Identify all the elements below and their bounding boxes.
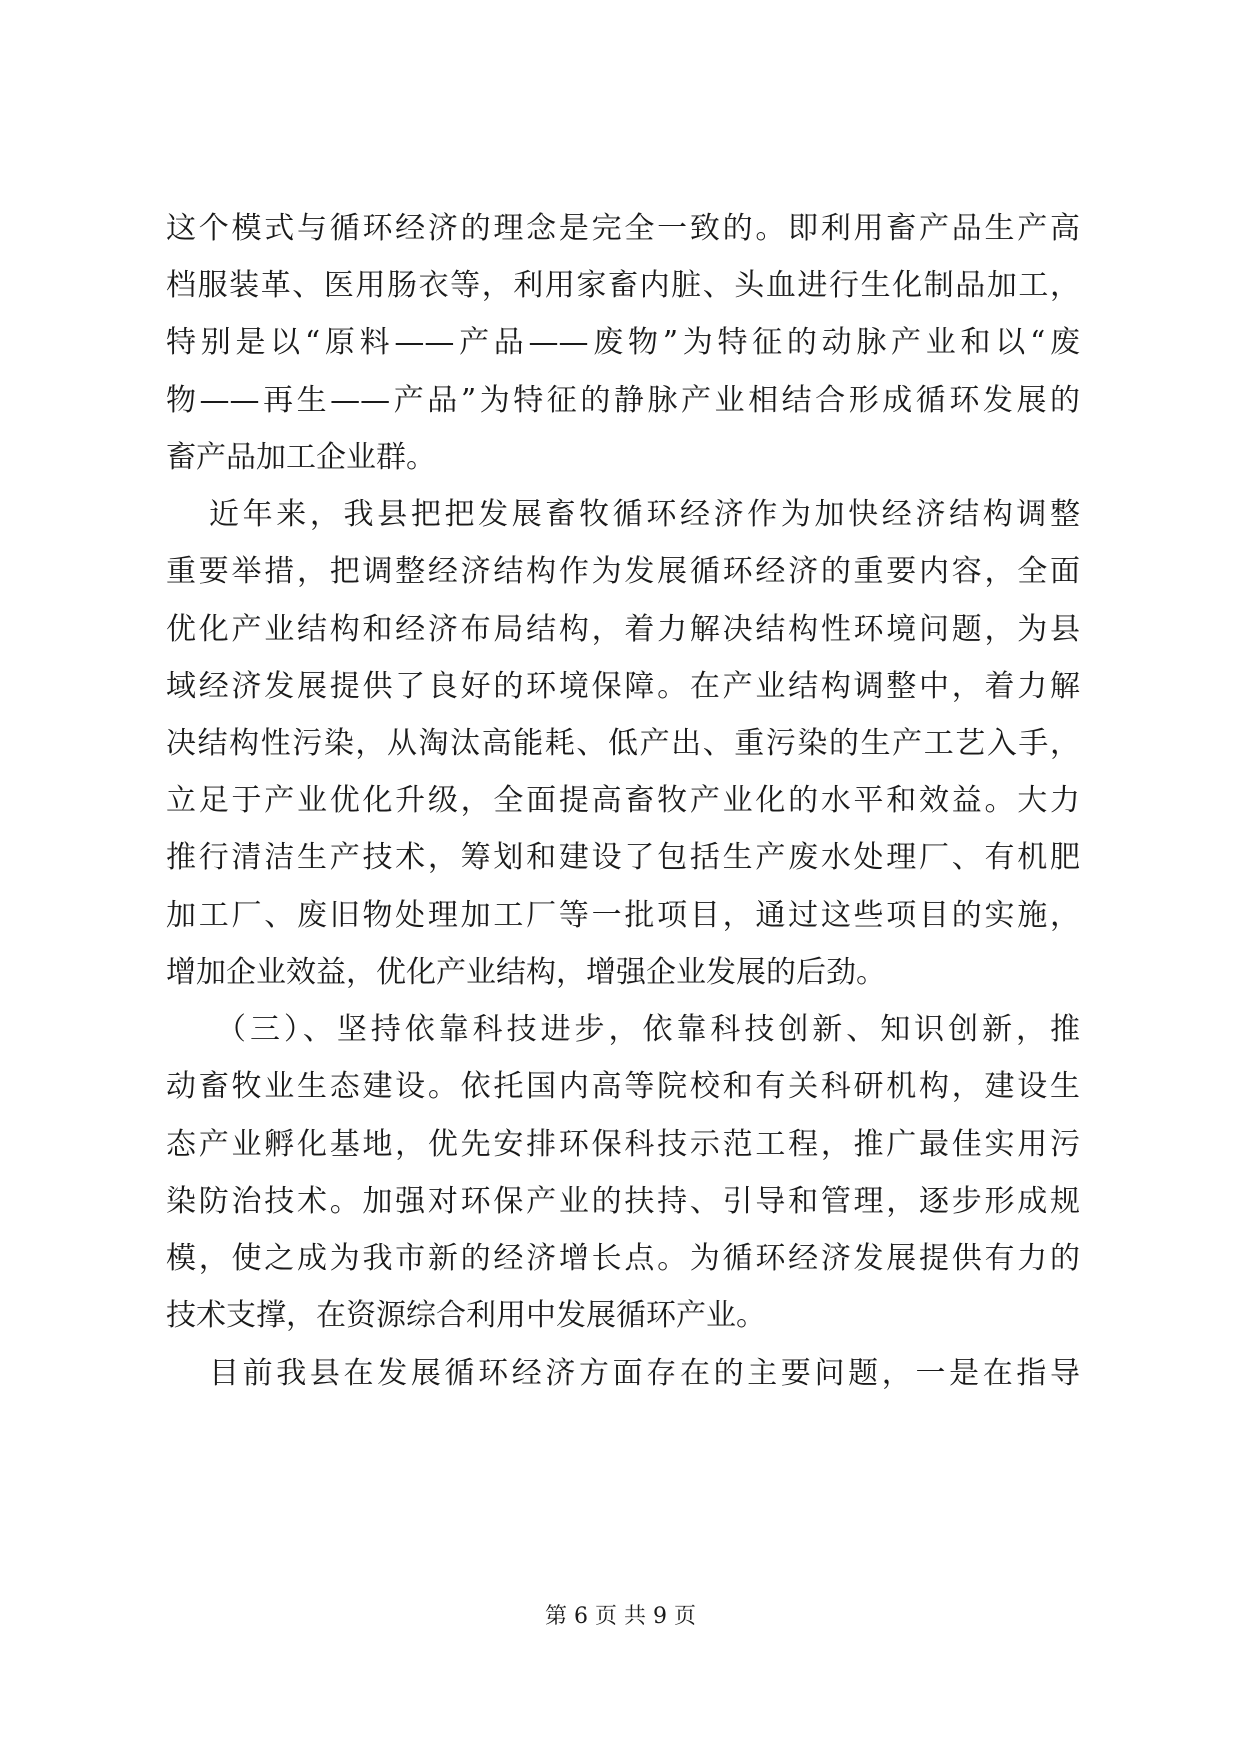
body-text-line: 加工厂、废旧物处理加工厂等一批项目，通过这些项目的实施， [166, 898, 1080, 933]
body-text-line: 域经济发展提供了良好的环境保障。在产业结构调整中，着力解 [166, 669, 1080, 704]
body-text-line: 态产业孵化基地，优先安排环保科技示范工程，推广最佳实用污 [166, 1127, 1080, 1162]
body-text-line: 动畜牧业生态建设。依托国内高等院校和有关科研机构，建设生 [166, 1069, 1080, 1104]
body-text-line: 物——再生——产品”为特征的静脉产业相结合形成循环发展的 [166, 383, 1080, 418]
body-text-line: 增加企业效益，优化产业结构，增强企业发展的后劲。 [166, 955, 886, 990]
body-text-line: 畜产品加工企业群。 [166, 440, 436, 475]
body-text-line: 重要举措，把调整经济结构作为发展循环经济的重要内容，全面 [166, 554, 1080, 589]
paragraph-first-line: （三）、坚持依靠科技进步，依靠科技创新、知识创新，推 [216, 1012, 1080, 1047]
body-text-line: 染防治技术。加强对环保产业的扶持、引导和管理，逐步形成规 [166, 1184, 1080, 1219]
paragraph-first-line: 近年来，我县把把发展畜牧循环经济作为加快经济结构调整 [209, 497, 1080, 532]
body-text-line: 优化产业结构和经济布局结构，着力解决结构性环境问题，为县 [166, 612, 1080, 647]
body-text-line: 决结构性污染，从淘汰高能耗、低产出、重污染的生产工艺入手， [166, 726, 1080, 761]
page-number-footer: 第 6 页 共 9 页 [545, 1604, 696, 1629]
body-text-line: 立足于产业优化升级，全面提高畜牧产业化的水平和效益。大力 [166, 783, 1080, 818]
body-text-line: 档服装革、医用肠衣等，利用家畜内脏、头血进行生化制品加工， [166, 268, 1080, 303]
body-text-line: 特别是以“原料——产品——废物”为特征的动脉产业和以“废 [166, 325, 1080, 360]
body-text-line: 技术支撑，在资源综合利用中发展循环产业。 [166, 1298, 766, 1333]
body-text-line: 推行清洁生产技术，筹划和建设了包括生产废水处理厂、有机肥 [166, 840, 1080, 875]
body-text-line: 模，使之成为我市新的经济增长点。为循环经济发展提供有力的 [166, 1241, 1080, 1276]
paragraph-first-line: 目前我县在发展循环经济方面存在的主要问题，一是在指导 [209, 1356, 1080, 1391]
body-text-line: 这个模式与循环经济的理念是完全一致的。即利用畜产品生产高 [166, 211, 1080, 246]
